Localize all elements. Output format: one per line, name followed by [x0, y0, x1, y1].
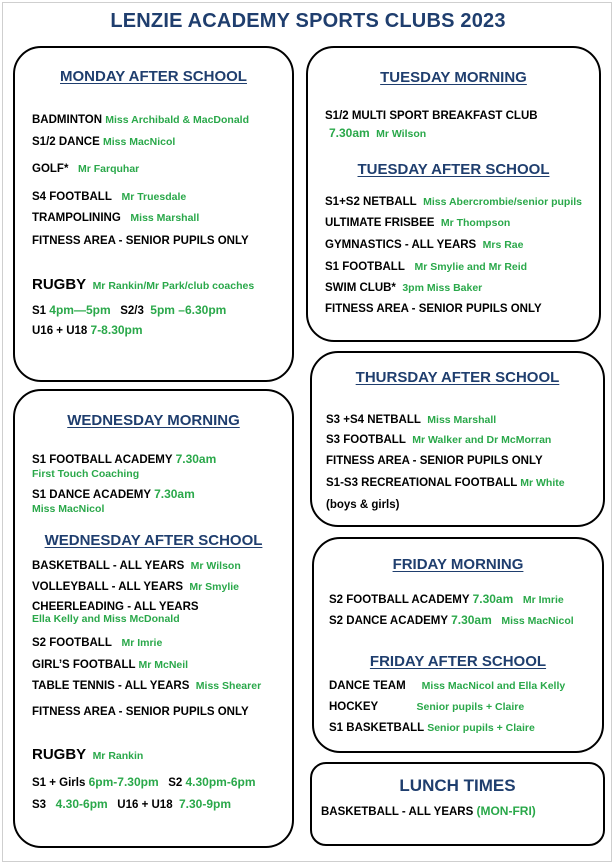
list-item: TRAMPOLINING Miss Marshall [32, 212, 200, 224]
list-item: S2 FOOTBALL ACADEMY 7.30am Mr Imrie [329, 592, 564, 606]
list-item: TABLE TENNIS - ALL YEARS Miss Shearer [32, 680, 262, 692]
tuesday-after-heading: TUESDAY AFTER SCHOOL [357, 161, 550, 178]
list-item: (boys & girls) [326, 499, 400, 511]
list-item: RUGBY Mr Rankin [32, 746, 144, 763]
list-item: S3 +S4 NETBALL Miss Marshall [326, 414, 497, 426]
list-item: S1 4pm—5pm S2/3 5pm –6.30pm [32, 303, 227, 317]
list-item: HOCKEY Senior pupils + Claire [329, 701, 525, 713]
list-item: S1 BASKETBALL Senior pupils + Claire [329, 722, 535, 734]
list-item: S1+S2 NETBALL Miss Abercrombie/senior pupils [325, 196, 582, 208]
list-item: S1 + Girls 6pm-7.30pm S2 4.30pm-6pm [32, 775, 256, 789]
list-item: S1/2 DANCE Miss MacNicol [32, 136, 176, 148]
wednesday-after-heading: WEDNESDAY AFTER SCHOOL [44, 532, 263, 549]
thursday-heading: THURSDAY AFTER SCHOOL [355, 369, 560, 386]
list-item: FITNESS AREA - SENIOR PUPILS ONLY [32, 706, 249, 718]
friday-after-heading: FRIDAY AFTER SCHOOL [369, 653, 547, 670]
monday-heading: MONDAY AFTER SCHOOL [60, 68, 247, 85]
list-item: GOLF* Mr Farquhar [32, 163, 140, 175]
thursday-card [310, 351, 605, 527]
wednesday-morning-heading: WEDNESDAY MORNING [67, 412, 240, 429]
list-item: 7.30am Mr Wilson [329, 126, 427, 140]
list-item: S1-S3 RECREATIONAL FOOTBALL Mr White [326, 477, 565, 489]
list-item: S1 FOOTBALL Mr Smylie and Mr Reid [325, 261, 528, 273]
list-item: S1 DANCE ACADEMY 7.30am Miss MacNicol [32, 487, 195, 515]
list-item: BADMINTON Miss Archibald & MacDonald [32, 114, 249, 126]
list-item: FITNESS AREA - SENIOR PUPILS ONLY [326, 455, 543, 467]
tuesday-card [306, 46, 601, 342]
friday-card [312, 537, 604, 753]
list-item: S1 FOOTBALL ACADEMY 7.30am First Touch Coaching [32, 452, 217, 480]
friday-morning-heading: FRIDAY MORNING [392, 556, 524, 573]
list-item: DANCE TEAM Miss MacNicol and Ella Kelly [329, 680, 566, 692]
page-title: LENZIE ACADEMY SPORTS CLUBS 2023 [110, 10, 506, 32]
list-item: BASKETBALL - ALL YEARS Mr Wilson [32, 560, 241, 572]
list-item: CHEERLEADING - ALL YEARS Ella Kelly and Miss McDonald [32, 601, 199, 625]
list-item: S3 4.30-6pm U16 + U18 7.30-9pm [32, 797, 232, 811]
list-item: ULTIMATE FRISBEE Mr Thompson [325, 217, 511, 229]
lunch-card [310, 762, 605, 846]
list-item: S2 FOOTBALL Mr Imrie [32, 637, 163, 649]
list-item: S3 FOOTBALL Mr Walker and Dr McMorran [326, 434, 552, 446]
list-item: GIRL’S FOOTBALL Mr McNeil [32, 659, 189, 671]
monday-card [13, 46, 294, 382]
list-item: BASKETBALL - ALL YEARS (MON-FRI) [321, 804, 536, 818]
lunch-heading: LUNCH TIMES [399, 776, 516, 795]
wednesday-card [13, 389, 294, 848]
list-item: SWIM CLUB* 3pm Miss Baker [325, 282, 483, 294]
list-item: RUGBY Mr Rankin/Mr Park/club coaches [32, 276, 255, 293]
list-item: U16 + U18 7-8.30pm [32, 323, 143, 337]
list-item: GYMNASTICS - ALL YEARS Mrs Rae [325, 239, 524, 251]
list-item: S1/2 MULTI SPORT BREAKFAST CLUB [325, 110, 538, 122]
tuesday-morning-heading: TUESDAY MORNING [380, 69, 527, 86]
list-item: FITNESS AREA - SENIOR PUPILS ONLY [325, 303, 542, 315]
list-item: FITNESS AREA - SENIOR PUPILS ONLY [32, 235, 249, 247]
list-item: VOLLEYBALL - ALL YEARS Mr Smylie [32, 581, 240, 593]
list-item: S2 DANCE ACADEMY 7.30am Miss MacNicol [329, 613, 574, 627]
list-item: S4 FOOTBALL Mr Truesdale [32, 191, 187, 203]
